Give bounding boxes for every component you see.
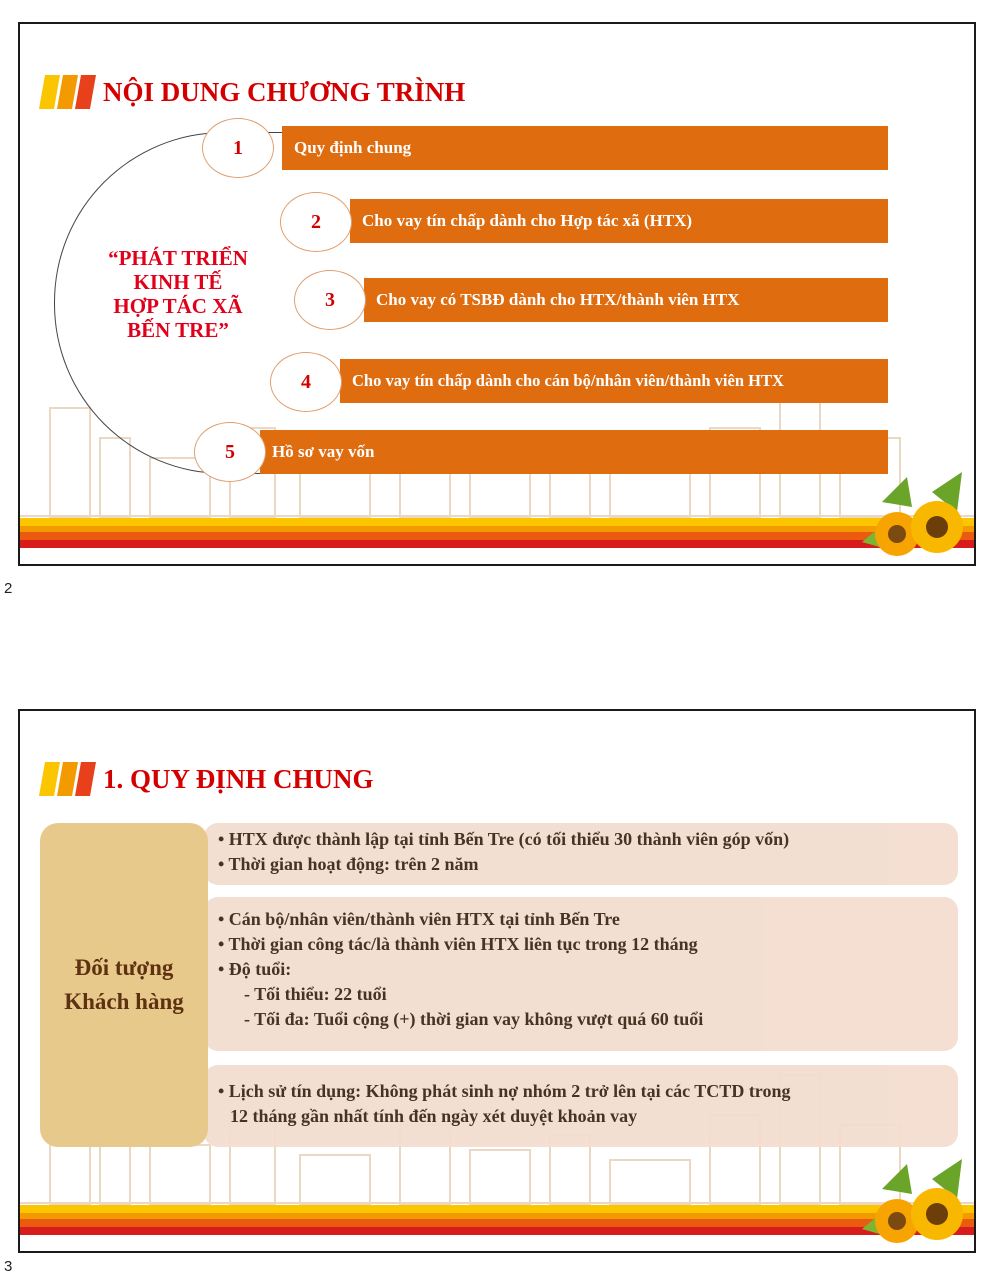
agenda-number-3: 3: [294, 270, 366, 330]
slide-3-title-row: [42, 759, 374, 799]
customer-target-label: [40, 823, 208, 1147]
agenda-item-2: [350, 199, 888, 243]
slogan-line: HỢP TÁC XÃ: [113, 294, 243, 318]
title-accent-bars: [42, 762, 93, 796]
slide-2: [18, 22, 976, 566]
agenda-item-3: [364, 278, 888, 322]
criteria-line: • Thời gian hoạt động: trên 2 năm: [218, 854, 479, 874]
slide-2-title-row: [42, 72, 465, 112]
agenda-item-5: [260, 430, 888, 474]
label-line: Khách hàng: [64, 989, 184, 1014]
sunflower-decoration: [862, 472, 972, 562]
slide-3: [18, 709, 976, 1253]
slogan-line: “PHÁT TRIỂN: [108, 246, 248, 270]
title-accent-bars: [42, 75, 93, 109]
slide-number: 3: [4, 1258, 13, 1275]
slogan-line: BẾN TRE”: [127, 318, 229, 342]
criteria-box-credit-history: [204, 1065, 958, 1147]
agenda-item-label: Hồ sơ vay vốn: [272, 442, 375, 461]
label-line: Đối tượng: [74, 955, 174, 980]
agenda-number-1: 1: [202, 118, 274, 178]
criteria-line: 12 tháng gần nhất tính đến ngày xét duyệt khoản vay: [230, 1106, 638, 1126]
agenda-item-label: Cho vay tín chấp dành cho Hợp tác xã (HTX): [362, 211, 693, 230]
slogan-line: KINH TẾ: [133, 270, 223, 294]
sunflower-decoration: [862, 1159, 972, 1249]
criteria-line: • Độ tuổi:: [218, 959, 292, 979]
agenda-item-label: Cho vay có TSBĐ dành cho HTX/thành viên HTX: [376, 290, 740, 309]
criteria-line: • Cán bộ/nhân viên/thành viên HTX tại tỉnh Bến Tre: [218, 909, 620, 929]
criteria-subline: - Tối thiểu: 22 tuổi: [244, 984, 387, 1004]
agenda-number-2: 2: [280, 192, 352, 252]
agenda-item-1: [282, 126, 888, 170]
program-slogan: [88, 246, 268, 342]
criteria-box-members: [204, 897, 958, 1051]
criteria-subline: - Tối đa: Tuổi cộng (+) thời gian vay không vượt quá 60 tuổi: [244, 1009, 704, 1029]
agenda-number-4: 4: [270, 352, 342, 412]
bottom-stripes: [20, 518, 974, 564]
criteria-line: • Thời gian công tác/là thành viên HTX liên tục trong 12 tháng: [218, 934, 698, 954]
bottom-stripes: [20, 1205, 974, 1251]
slide-2-title: NỘI DUNG CHƯƠNG TRÌNH: [103, 76, 466, 107]
criteria-box-htx: [204, 823, 958, 885]
agenda-item-label: Quy định chung: [294, 138, 412, 157]
slide-3-title: 1. QUY ĐỊNH CHUNG: [103, 763, 374, 794]
slide-number: 2: [4, 580, 13, 597]
agenda-number-5: 5: [194, 422, 266, 482]
criteria-line: • HTX được thành lập tại tỉnh Bến Tre (có tối thiểu 30 thành viên góp vốn): [218, 829, 790, 849]
agenda-item-4: [340, 359, 888, 403]
criteria-line: • Lịch sử tín dụng: Không phát sinh nợ nhóm 2 trở lên tại các TCTD trong: [218, 1081, 791, 1101]
agenda-item-label: Cho vay tín chấp dành cho cán bộ/nhân viên/thành viên HTX: [352, 371, 784, 390]
